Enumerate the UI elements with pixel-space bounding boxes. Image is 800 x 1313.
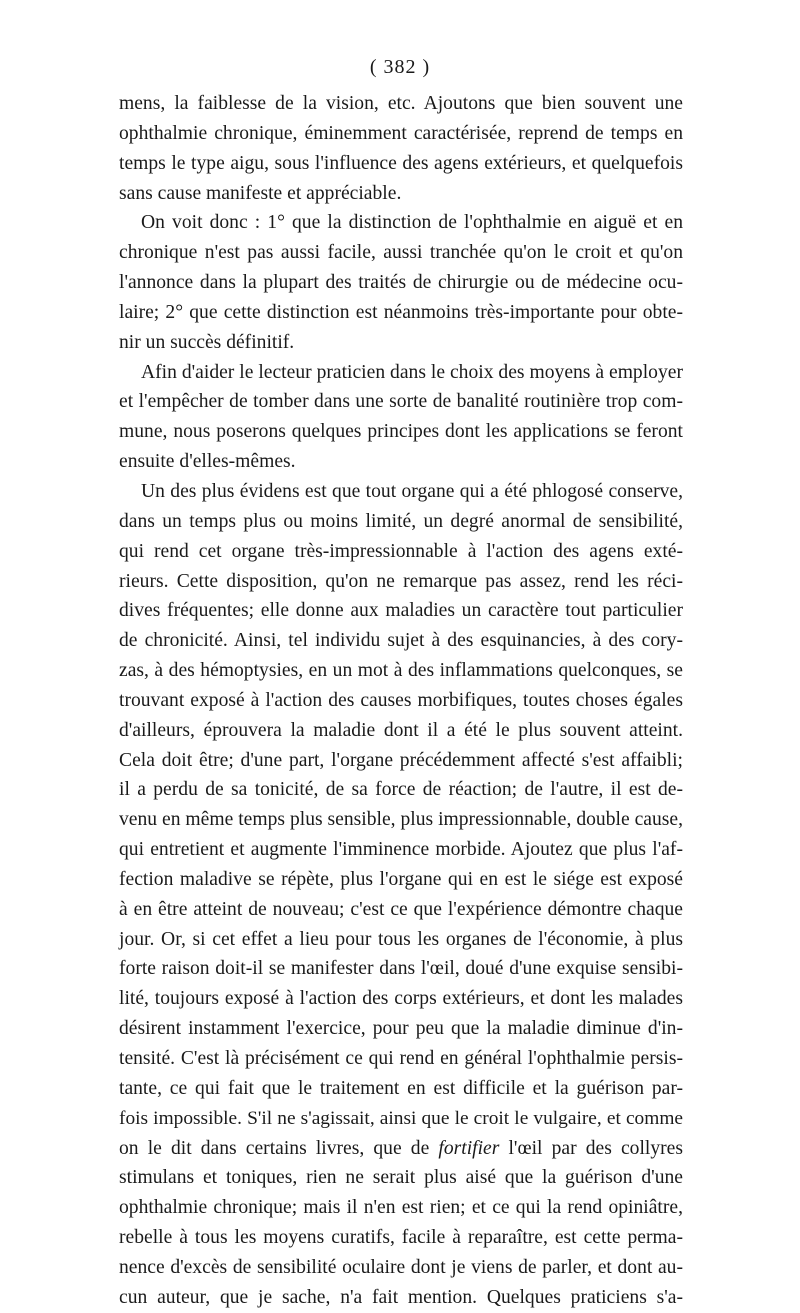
text-line: nence d'excès de sensibilité oculaire dont je viens de parler, et dont au-: [119, 1256, 683, 1278]
text-line: chronique n'est pas aussi facile, aussi tranchée qu'on le croit et qu'on: [119, 242, 683, 264]
text-line: fection maladive se répète, plus l'organe qui en est le siége est exposé: [119, 868, 683, 890]
text-line: ensuite d'elles-mêmes.: [119, 451, 296, 473]
text-line: dives fréquentes; elle donne aux maladies un caractère tout particulier: [119, 600, 683, 622]
italic-word: fortifier: [438, 1137, 500, 1159]
text-line: rieurs. Cette disposition, qu'on ne remarque pas assez, rend les réci-: [119, 570, 683, 592]
text-segment: on le dit dans certains livres, que de: [119, 1137, 439, 1159]
text-line: On voit donc : 1° que la distinction de l'ophthalmie en aiguë et en: [141, 212, 683, 234]
text-line: mune, nous poserons quelques principes dont les applications se feront: [119, 421, 683, 443]
text-line: sans cause manifeste et appréciable.: [119, 182, 402, 204]
text-line: Cela doit être; d'une part, l'organe précédemment affecté s'est affaibli;: [119, 749, 683, 771]
text-line: l'annonce dans la plupart des traités de chirurgie ou de médecine ocu-: [119, 272, 683, 294]
text-line: dans un temps plus ou moins limité, un degré anormal de sensibilité,: [119, 510, 683, 532]
text-line: laire; 2° que cette distinction est néanmoins très-importante pour obte-: [119, 301, 683, 323]
text-line: fois impossible. S'il ne s'agissait, ainsi que le croit le vulgaire, et comme: [119, 1107, 683, 1129]
text-line: rebelle à tous les moyens curatifs, facile à reparaître, est cette perma-: [119, 1227, 683, 1249]
text-line: Un des plus évidens est que tout organe qui a été phlogosé conserve,: [141, 480, 683, 502]
text-line: d'ailleurs, éprouvera la maladie dont il a été le plus souvent atteint.: [119, 719, 683, 741]
text-line: qui entretient et augmente l'imminence morbide. Ajoutez que plus l'af-: [119, 839, 683, 861]
text-line: temps le type aigu, sous l'influence des agens extérieurs, et quelquefois: [119, 152, 683, 174]
text-line: ophthalmie chronique, éminemment caractérisée, reprend de temps en: [119, 122, 683, 144]
body-text: [119, 89, 683, 1313]
text-line: ophthalmie chronique; mais il n'en est rien; et ce qui la rend opiniâtre,: [119, 1197, 683, 1219]
text-line: zas, à des hémoptysies, en un mot à des inflammations quelconques, se: [119, 660, 683, 682]
text-line: à en être atteint de nouveau; c'est ce que l'expérience démontre chaque: [119, 898, 683, 920]
text-line: et l'empêcher de tomber dans une sorte de banalité routinière trop com-: [119, 391, 683, 413]
text-line: Afin d'aider le lecteur praticien dans le choix des moyens à employer: [141, 361, 683, 383]
page-number: ( 382 ): [369, 56, 431, 78]
text-line: [119, 1134, 683, 1164]
text-line: cun auteur, que je sache, n'a fait mention. Quelques praticiens s'a-: [119, 1286, 683, 1308]
text-line: jour. Or, si cet effet a lieu pour tous les organes de l'économie, à plus: [119, 928, 683, 950]
text-line: tante, ce qui fait que le traitement en est difficile et la guérison par-: [119, 1077, 683, 1099]
text-segment: l'œil par des collyres: [499, 1137, 683, 1159]
text-line: lité, toujours exposé à l'action des corps extérieurs, et dont les malades: [119, 988, 683, 1010]
text-line: mens, la faiblesse de la vision, etc. Ajoutons que bien souvent une: [119, 93, 683, 114]
text-line: nir un succès définitif.: [119, 331, 295, 353]
text-line: désirent instamment l'exercice, pour peu que la maladie diminue d'in-: [119, 1018, 683, 1040]
text-line: de chronicité. Ainsi, tel individu sujet à des esquinancies, à des cory-: [119, 630, 683, 652]
text-line: tensité. C'est là précisément ce qui rend en général l'ophthalmie persis-: [119, 1048, 683, 1069]
text-line: venu en même temps plus sensible, plus impressionnable, double cause,: [119, 809, 683, 831]
text-line: qui rend cet organe très-impressionnable à l'action des agens exté-: [119, 540, 683, 562]
text-line: trouvant exposé à l'action des causes morbifiques, toutes choses égales: [119, 689, 683, 711]
text-line: stimulans et toniques, rien ne serait plus aisé que la guérison d'une: [119, 1167, 683, 1189]
text-line: forte raison doit-il se manifester dans l'œil, doué d'une exquise sensibi-: [119, 958, 683, 980]
text-line: il a perdu de sa tonicité, de sa force de réaction; de l'autre, il est de-: [119, 779, 683, 801]
